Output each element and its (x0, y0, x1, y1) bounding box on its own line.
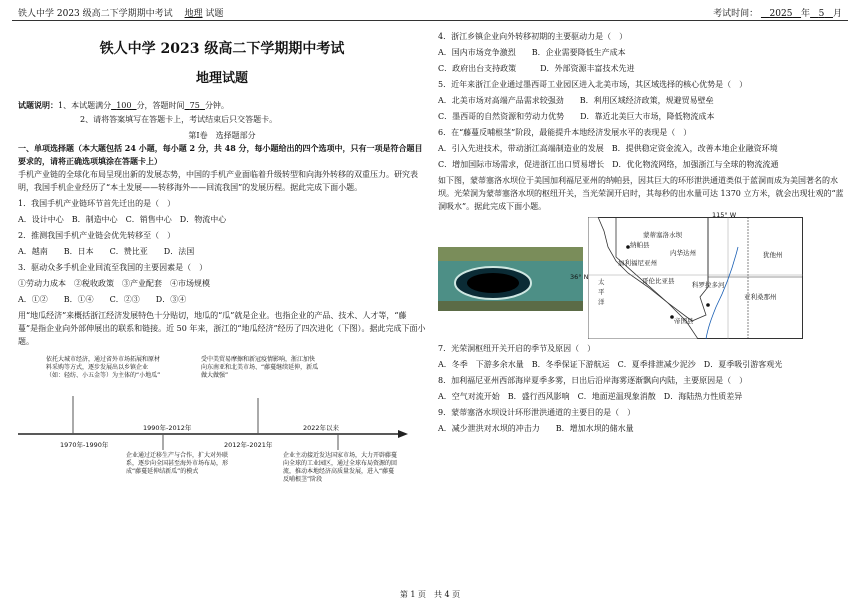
map-label-california: 加利福尼亚州 (618, 259, 657, 267)
dam-photo-image (438, 247, 583, 311)
map-label-utah: 犹他州 (763, 251, 783, 259)
question-7-stem: 7．光荣洞枢纽开关开启的季节及原因（ ） (438, 344, 596, 353)
timeline-period-2: 1990年-2012年 (143, 424, 192, 432)
question-9-stem: 9．蒙蒂塞洛水坝设计环形泄洪通道的主要目的是（ ） (438, 408, 636, 417)
map-label-arizona: 亚利桑那州 (744, 293, 777, 301)
timeline-box-1: 依托大城市经济，通过省外市场拓展和原材料采购等方式，逐步发展出以乡镇企业（如：轻纺、小五金等）为主体的“小地瓜” (46, 356, 161, 379)
timeline-period-4: 2022年以来 (303, 424, 340, 432)
california-map (588, 217, 803, 339)
passage-3: 如下图，蒙蒂塞洛水坝位于美国加利福尼亚州的纳帕县，因其巨大的环形泄洪通道类似于蓝洞而成为美国著名的水坝。光荣洞为蒙蒂塞洛水坝的枢纽开关，当光荣洞开启时，其每秒的出水量可达 1370 立方米，就会出现壮观的“蓝洞吸水”。据此完成下面小题。 (438, 176, 844, 211)
exam-subtitle: 地理试题 (195, 71, 248, 86)
question-4-options-row1: A．国内市场竞争激烈 B．企业需要降低生产成本 (438, 48, 626, 57)
map-label-nevada: 内华达州 (670, 249, 696, 257)
page-footer: 第 1 页 共 4 页 (399, 590, 461, 599)
map-label-colorado-river: 科罗拉多河 (692, 281, 725, 289)
passage-1: 手机产业链的全球化布局呈现出新的发展态势，中国的手机产业面临着升级转型和向海外转移的双重压力。研究表明，我国手机企业经历了“本土发展——转移海外——回流我国”的发展历程。据此完成下面小题。 (18, 170, 418, 192)
part-heading: 第Ⅰ卷 选择题部分 (188, 131, 256, 140)
question-6-options-row2: C．增加国际市场需求，促进浙江出口贸易增长 D．优化物流网络，加强浙江与全球的物流流通 (438, 160, 779, 169)
page-header (0, 0, 860, 22)
timeline-box-3: 受中美贸易摩擦和新冠疫情影响，浙江加快向东南亚和北美市场、“藤蔓继续延伸，新瓜做大做强” (201, 356, 319, 379)
header-exam-name: 铁人中学 2023 级高二下学期期中考试 地理 试题 (18, 9, 224, 19)
question-7-options: A．冬季 下游多余水量 B．冬季保证下游航运 C．夏季排泄减少泥沙 D．夏季吸引游客观光 (438, 360, 783, 369)
question-5-options-row1: A．北美市场对高端产品需求较强劲 B．利用区域经济政策，规避贸易壁垒 (438, 96, 714, 105)
map-label-pacific: 太平洋 (598, 278, 605, 306)
timeline-box-2: 企业通过迁移生产与合作，扩大对外联系，逐步向全国甚至海外市场布局，形成“藤蔓延伸结新瓜”的模式 (126, 452, 229, 475)
question-4-options-row2: C．政府出台支持政策 D．外部资源丰富技术先进 (438, 64, 635, 73)
map-label-columbia: 哥伦比亚县 (642, 277, 675, 285)
timeline-box-4: 企业主动接近发达国家市场，大力开辟藤蔓向全球的工业园区，通过全球布局资源的回流，推动本地经济高质量发展，进入“藤蔓反哺根茎”阶段 (283, 452, 398, 483)
question-3-options: A．①② B．①④ C．②③ D．③④ (18, 295, 187, 304)
map-lon-label: 115° W (712, 211, 737, 219)
question-4-stem: 4．浙江乡镇企业向外转移初期的主要驱动力是（ ） (438, 32, 628, 41)
header-subject: 地理 (184, 9, 203, 19)
timeline-period-1: 1970年-1990年 (60, 441, 109, 449)
question-2-options: A．越南 B．日本 C．赞比亚 D．法国 (18, 247, 195, 256)
question-8-stem: 8．加利福尼亚州西部海岸夏季多雾，日出后沿岸海雾逐渐飘向内陆，主要原因是（ ） (438, 376, 748, 385)
question-6-options-row1: A．引入先进技术，带动浙江高端制造业的发展 B．提供稳定资金流入，改善本地企业融资环境 (438, 144, 778, 153)
question-1-stem: 1．我国手机产业链环节首先迁出的是（ ） (18, 199, 176, 208)
header-rule (12, 20, 848, 21)
right-column (438, 22, 848, 435)
question-9-options: A．减少泄洪对水坝的冲击力 B．增加水坝的储水量 (438, 424, 634, 433)
map-lat-label: 36° N (570, 273, 589, 281)
map-label-napa: 纳帕县 (630, 241, 650, 249)
header-exam-time: 考试时间： 2025 年 5 月 (713, 9, 842, 19)
instructions: 试题说明：1、本试题满分 100 分，答题时间 75 分钟。 2、请将答案填写在答题卡上，考试结束后只交答题卡。 (18, 100, 278, 124)
section-heading: 一、单项选择题（本大题包括 24 小题，每小题 2 分，共 48 分，每小题给出的四个选项中，只有一项是符合题目要求的，请将正确选项填涂在答题卡上） (18, 143, 423, 166)
timeline-arrow-icon (398, 430, 408, 438)
question-8-options: A．空气对流开始 B．盛行西风影响 C．地面逆温现象消散 D．海陆热力性质差异 (438, 392, 743, 401)
map-label-monticello-dam: 蒙蒂塞洛水坝 (643, 231, 682, 239)
timeline-figure (18, 354, 418, 509)
question-2-stem: 2．推测我国手机产业链会优先转移至（ ） (18, 231, 176, 240)
passage-2: 用“地瓜经济”来概括浙江经济发展特色十分贴切，地瓜的“瓜”就是企业。也指企业的产品、技术、人才等，“藤蔓”是指企业向外部伸展出的联系和链接。近 50 年来，浙江的“地瓜经济”经历了四次进化（下图）。据此完成下面小题。 (18, 311, 426, 346)
exam-title: 铁人中学 2023 级高二下学期期中考试 (99, 41, 345, 57)
left-column (18, 22, 426, 509)
question-3-factors: ①劳动力成本 ②税收政策 ③产业配套 ④市场规模 (18, 279, 210, 288)
map-label-imperial: 帝国县 (674, 317, 694, 325)
question-5-options-row2: C．墨西哥的自然资源和劳动力优势 D．靠近北美巨大市场，降低物流成本 (438, 112, 715, 121)
timeline-period-3: 2012年-2021年 (224, 441, 273, 449)
question-6-stem: 6．在“藤蔓反哺根茎”阶段，最能提升本地经济发展水平的表现是（ ） (438, 128, 692, 137)
map-figure (438, 211, 848, 339)
question-5-stem: 5．近年来浙江企业通过墨西哥工业园区进入北美市场，其区域选择的核心优势是（ ） (438, 80, 748, 89)
question-3-stem: 3．驱动众多手机企业回流至我国的主要因素是（ ） (18, 263, 208, 272)
question-1-options: A．设计中心 B．制造中心 C．销售中心 D．物流中心 (18, 215, 227, 224)
